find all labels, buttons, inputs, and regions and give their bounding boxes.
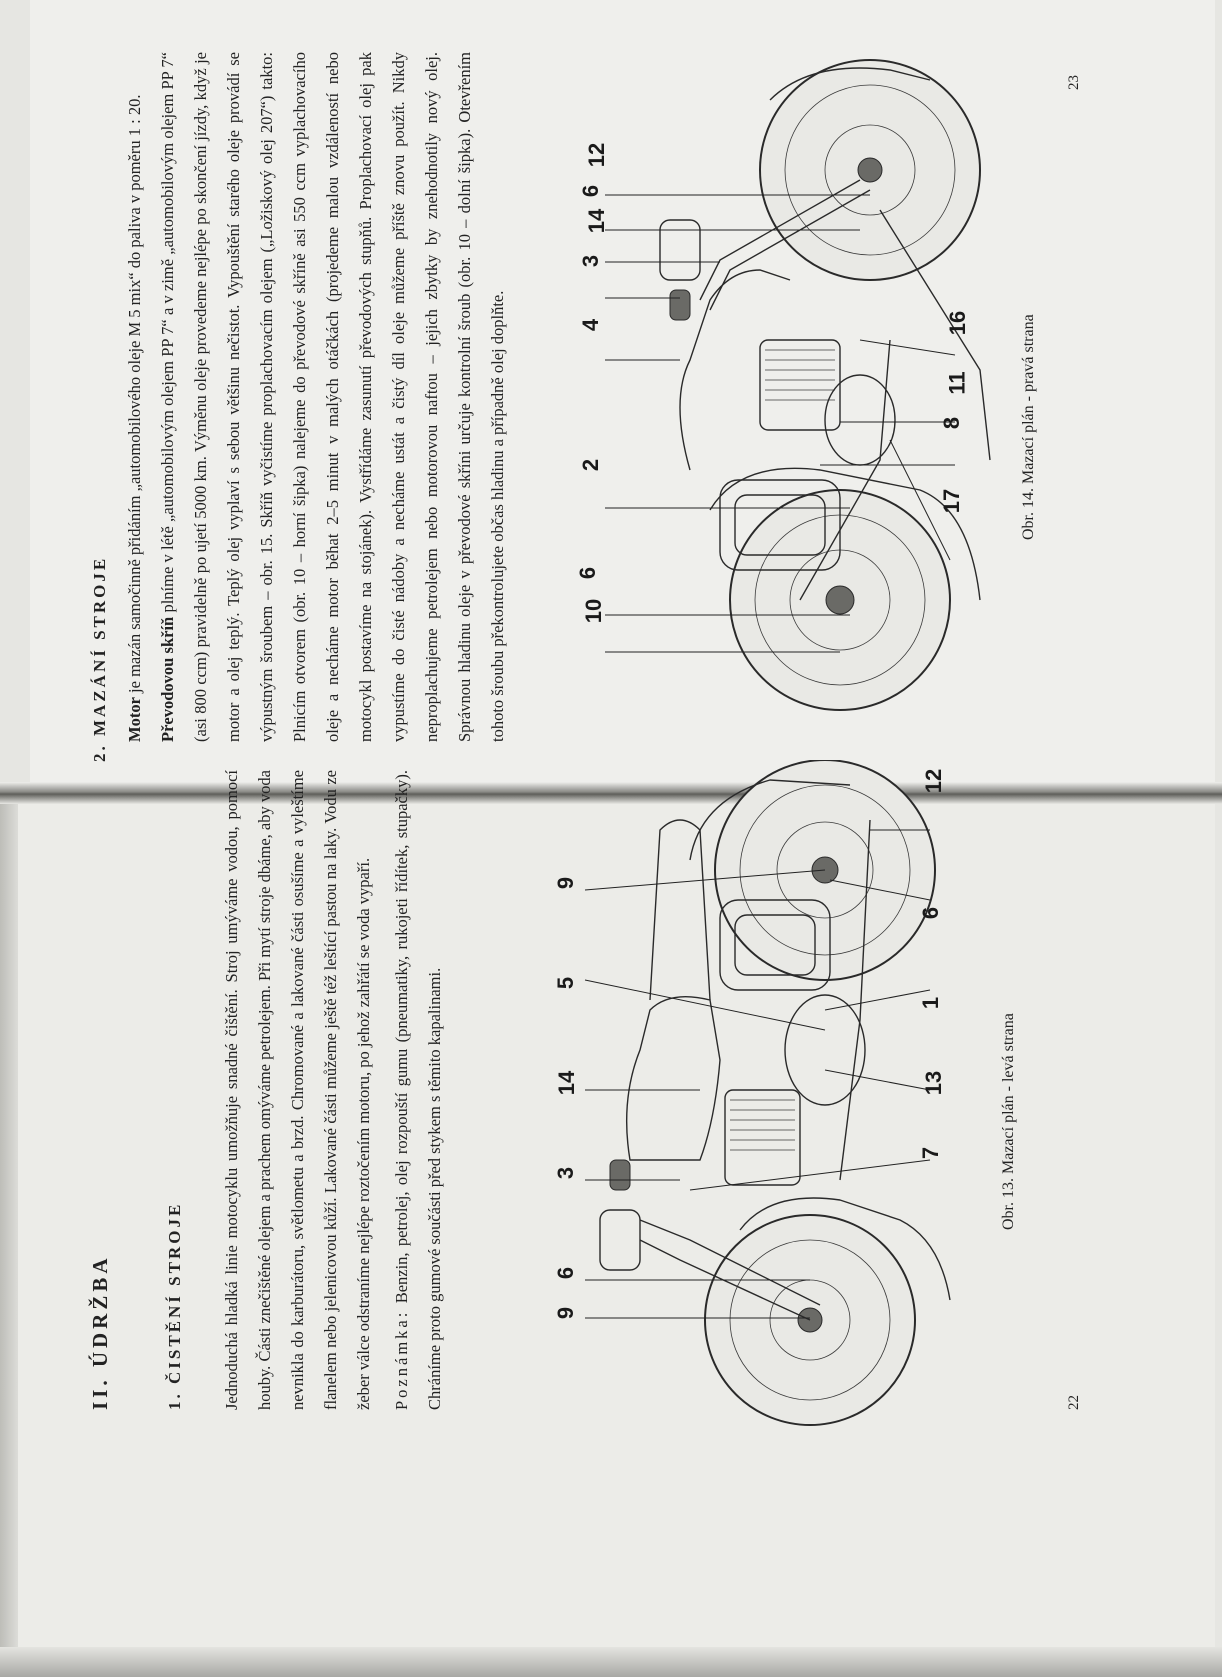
cleaning-paragraph: Jednoduchá hladká linie motocyklu umožňuje snadné čištění. Stroj umýváme vodou, pomocí houby. Části znečištěné olejem a prachem omýváme petrolejem. Při mytí stroje dbáme, aby voda nevnikla do karburátoru, světlometu a brzd. Chromované a lakované části osušíme a vyleštíme flanelem nebo jelenicovou kůží. Lakované části můžeme ještě též leštící pastou na laky. Vodu ze žeber válce odstraníme nejlépe roztočením motoru, po jehož zahřátí se voda vypaří.	[222, 770, 373, 1410]
callout-l12: 12	[921, 768, 947, 794]
fuel-tank-left	[627, 997, 720, 1160]
note-label: Poznámka:	[392, 1309, 411, 1410]
callout-11: 11	[944, 371, 970, 395]
callout-l7: 7	[918, 1146, 944, 1160]
motor-label: Motor	[125, 697, 144, 742]
section-heading-cleaning: 1. ČISTĚNÍ STROJE	[165, 1201, 184, 1410]
callout-l6b: 6	[918, 906, 944, 920]
section-heading-lubrication: 2. MAZÁNÍ STROJE	[90, 555, 109, 762]
motor-text: je mazán samočinně přidáním „automobilového oleje M 5 mix“ do paliva v poměru 1 : 20.	[125, 94, 144, 698]
figure-14-caption: Obr. 14. Mazací plán - pravá strana	[1020, 314, 1037, 540]
callout-l5: 5	[553, 976, 579, 990]
figure-13-caption: Obr. 13. Mazací plán - levá strana	[1000, 1013, 1017, 1230]
callout-l13: 13	[921, 1070, 947, 1096]
callout-l6: 6	[553, 1266, 579, 1280]
callout-16: 16	[945, 310, 971, 336]
page-number-23: 23	[1066, 75, 1082, 90]
gearbox-label: Převodovou skříň	[158, 616, 177, 742]
gearbox-text: plníme v létě „automobilovým olejem PP 7“ a v zimě „automobilovým olejem PP 7“ (asi 800 ccm) pravidelně po ujetí 5000 km. Výměnu oleje provedeme nejlépe po skončení jízdy, když je motor a olej teplý. Teplý olej vyplaví s sebou většinu nečistot. Vypouštění starého oleje provádí se výpustným šroubem – obr. 15. Skříň vyčistíme proplachovacím olejem („Ložiskový olej 207“) takto: Plnicím otvorem (obr. 10 – horní šipka) nalejeme do převodové skříně asi 550 ccm vyplachovacího oleje a necháme motor běhat 2–5 minut v malých otáčkách (projedeme malou vzdáleností nebo motocykl postavíme na stojánek). Vystřídáme zasunutí převodových stupňů. Proplachovací olej pak vypustíme do čisté nádoby a necháme ustát a čistý díl oleje můžeme příště znovu použít. Nikdy neproplachujeme petrolejem nebo motorovou naftou – jejich zbytky by znehodnotily nový olej. Správnou hladinu oleje v převodové skříni určuje kontrolní šroub (obr. 10 – dolní šipka). Otevřením tohoto šroubu překontrolujete občas hladinu a případně olej doplňte.	[158, 52, 507, 742]
page-number-22: 22	[1066, 1395, 1082, 1410]
callout-17: 17	[939, 488, 965, 514]
callout-3: 3	[578, 254, 604, 268]
note-body: Benzin, petrolej, olej rozpouští gumu (pneumatiky, rukojeti řídítek, stupačky). Chráníme proto gumové součásti před stykem s těmito kapalinami.	[392, 770, 444, 1410]
headlamp	[660, 220, 700, 280]
callout-l9: 9	[553, 1306, 579, 1320]
figure-13-diagram	[540, 760, 980, 1440]
lubrication-text	[118, 52, 548, 742]
callout-12: 12	[584, 142, 610, 168]
gearbox-cover	[825, 375, 895, 465]
callout-l9b: 9	[553, 876, 579, 890]
engine-cover-left	[785, 995, 865, 1105]
callout-10: 10	[581, 598, 607, 624]
seat	[650, 820, 710, 1000]
engine-block	[760, 340, 840, 430]
callout-4: 4	[578, 318, 604, 332]
note-text	[385, 770, 455, 1410]
callout-6: 6	[575, 566, 601, 580]
callout-2: 2	[578, 458, 604, 472]
chapter-heading-maintenance: II. ÚDRŽBA	[88, 1254, 112, 1410]
page-stack-edge	[0, 795, 18, 1677]
callout-8: 8	[939, 416, 965, 430]
engine-block-left	[725, 1090, 800, 1185]
callout-l1: 1	[918, 996, 944, 1010]
page-stack-bottom	[0, 1647, 1222, 1677]
handlebar-grip	[670, 290, 690, 320]
callout-6b: 6	[578, 184, 604, 198]
callout-l3: 3	[553, 1166, 579, 1180]
headlamp-left	[600, 1210, 640, 1270]
callout-14: 14	[584, 208, 610, 234]
handlebar-grip-left	[610, 1160, 630, 1190]
callout-l14: 14	[554, 1070, 580, 1096]
